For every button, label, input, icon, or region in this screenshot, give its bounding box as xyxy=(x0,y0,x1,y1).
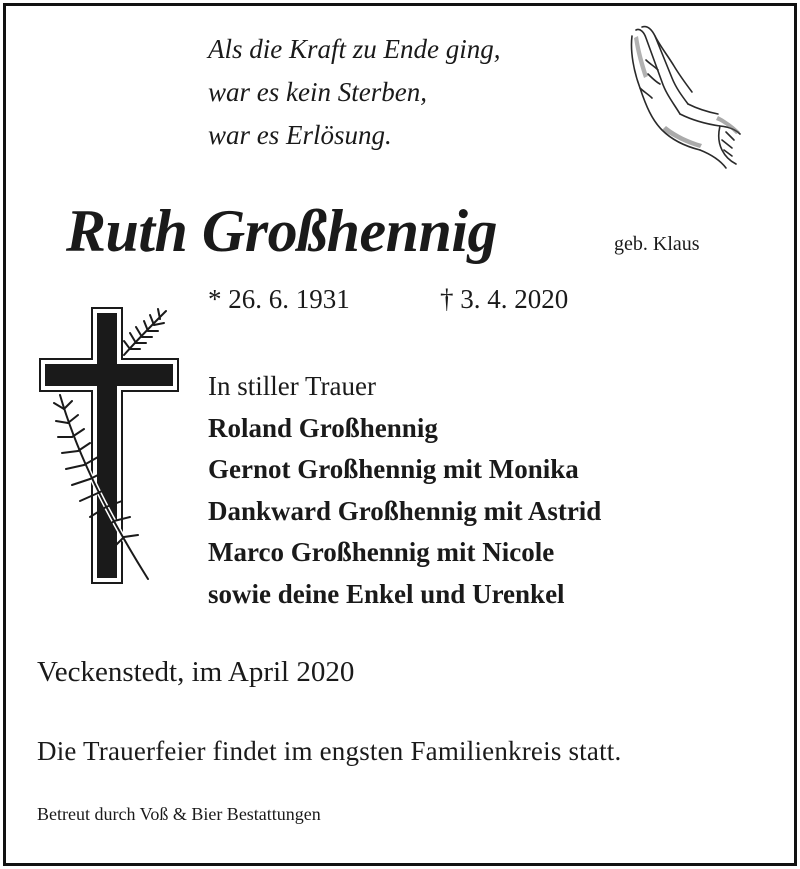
mourner-name: Gernot Großhennig mit Monika xyxy=(208,454,579,484)
place-date: Veckenstedt, im April 2020 xyxy=(37,656,355,688)
mourner-name: Marco Großhennig mit Nicole xyxy=(208,537,555,567)
ceremony-note: Die Trauerfeier findet im engsten Familienkreis statt. xyxy=(37,736,622,766)
deceased-name: Ruth Großhennig xyxy=(66,198,498,264)
mourner-name: Roland Großhennig xyxy=(208,412,438,443)
poem-line: war es kein Sterben, xyxy=(208,77,427,107)
undertaker-credit: Betreut durch Voß & Bier Bestattungen xyxy=(37,804,321,824)
poem-line: war es Erlösung. xyxy=(208,120,392,150)
mourners-intro: In stiller Trauer xyxy=(208,371,376,401)
birth-date: * 26. 6. 1931 xyxy=(208,284,350,314)
cross-with-palm-branch-icon xyxy=(38,303,183,593)
mourners-block xyxy=(208,366,601,615)
praying-hands-icon xyxy=(622,22,747,177)
maiden-name: geb. Klaus xyxy=(614,233,700,255)
mourner-name: sowie deine Enkel und Urenkel xyxy=(208,578,565,609)
mourner-name: Dankward Großhennig mit Astrid xyxy=(208,495,602,526)
death-date: † 3. 4. 2020 xyxy=(440,284,569,314)
poem xyxy=(208,28,501,157)
poem-line: Als die Kraft zu Ende ging, xyxy=(208,34,501,64)
